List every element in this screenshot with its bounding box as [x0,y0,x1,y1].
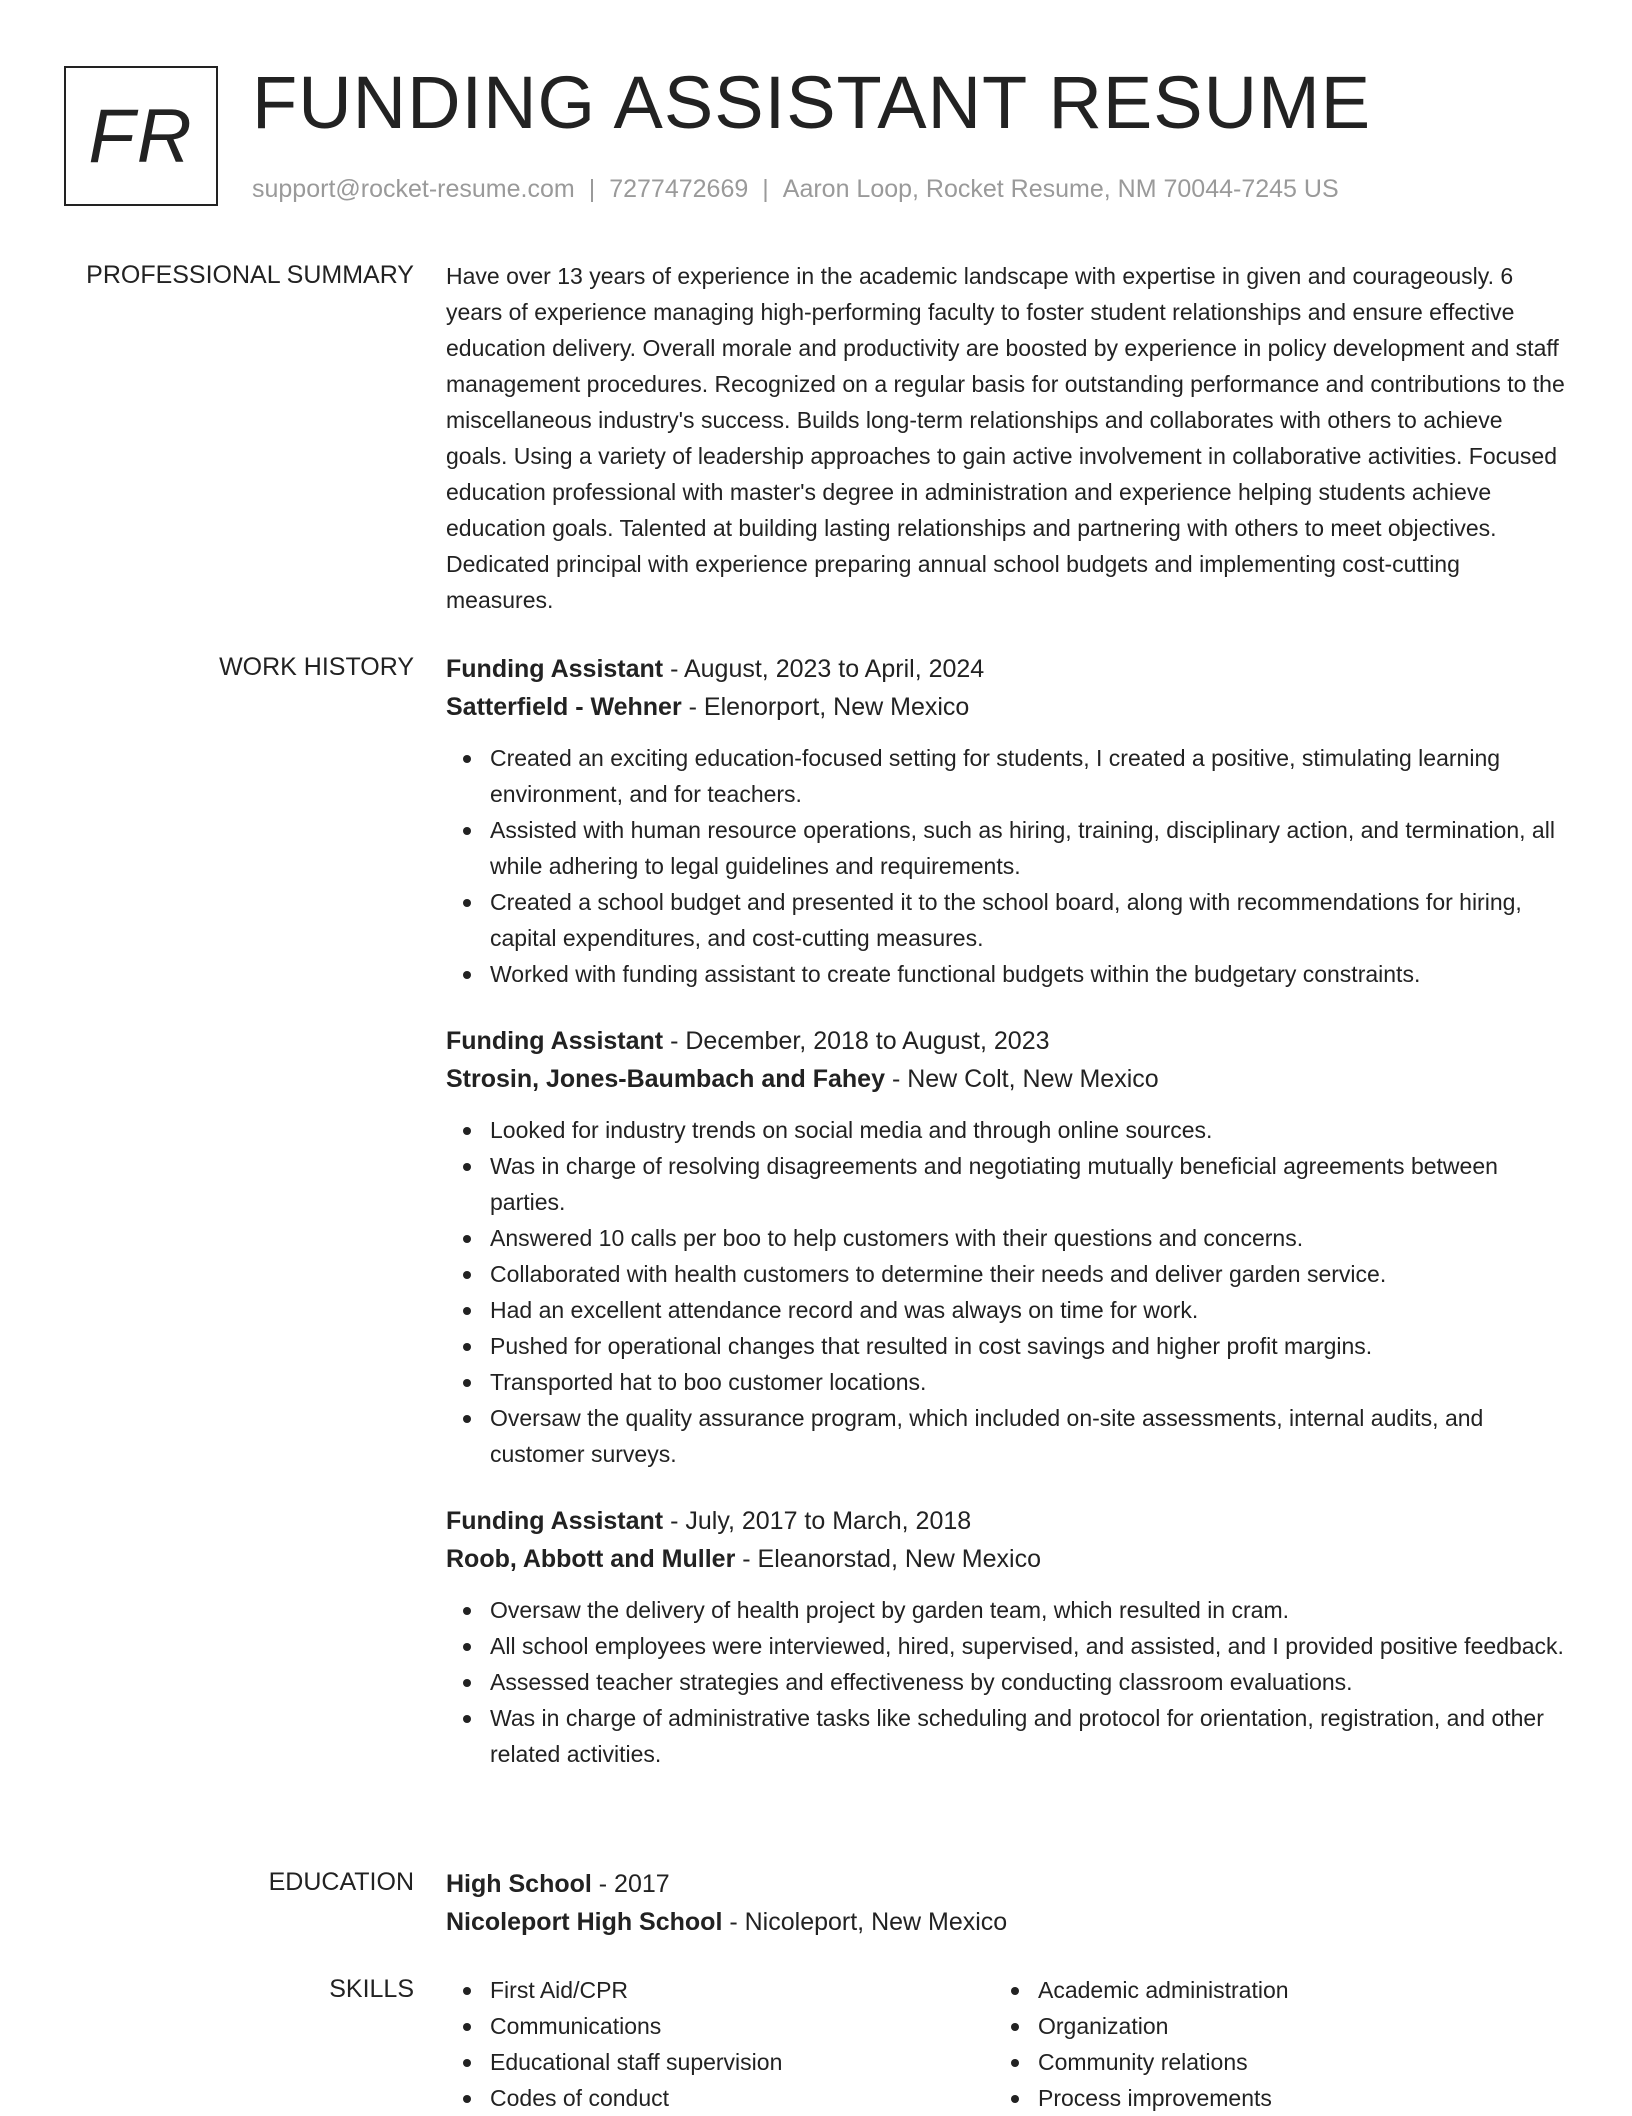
job-dates: - August, 2023 to April, 2024 [663,655,985,683]
job-bullet: Was in charge of administrative tasks like scheduling and protocol for orientation, registration, and other related activities. [490,1700,1566,1772]
education-year: - 2017 [591,1870,670,1898]
contact-phone[interactable]: 7277472669 [609,175,749,203]
education-school-line [446,1903,1566,1941]
resume-title: FUNDING ASSISTANT RESUME [252,61,1372,144]
contact-separator: | [588,175,596,203]
job-title-line [446,1502,1566,1540]
education-degree-line [446,1865,1566,1903]
monogram-logo: FR [64,66,218,206]
job-bullet: Collaborated with health customers to determine their needs and deliver garden service. [490,1256,1566,1292]
job-entry [446,1022,1566,1472]
skill-item: Process improvements [1038,2080,1542,2116]
job-bullet: Had an excellent attendance record and was always on time for work. [490,1292,1566,1328]
job-location: - Eleanorstad, New Mexico [735,1545,1041,1573]
job-bullet: Oversaw the delivery of health project by garden team, which resulted in cram. [490,1592,1566,1628]
job-bullet: Looked for industry trends on social media and through online sources. [490,1112,1566,1148]
skill-item: Academic administration [1038,1972,1542,2008]
summary-text: Have over 13 years of experience in the academic landscape with expertise in given and courageously. 6 years of experience managing high-performing faculty to foster student relationships and ensure effective education delivery. Overall morale and productivity are boosted by experience in policy development and staff management procedures. Recognized on a regular basis for outstanding performance and contributions to the miscellaneous industry's success. Builds long-term relationships and collaborates with others to achieve goals. Using a variety of leadership approaches to gain active involvement in collaborative activities. Focused education professional with master's degree in administration and experience helping students achieve education goals. Talented at building lasting relationships and partnering with others to meet objectives. Dedicated principal with experience preparing annual school budgets and implementing cost-cutting measures. [446,263,1565,613]
job-bullets [446,740,1566,992]
job-bullet: All school employees were interviewed, hired, supervised, and assisted, and I provided positive feedback. [490,1628,1566,1664]
job-title-line [446,650,1566,688]
job-company-line [446,1060,1566,1098]
education-location: - Nicoleport, New Mexico [722,1908,1008,1936]
job-bullet: Created a school budget and presented it to the school board, along with recommendations for hiring, capital expenditures, and cost-cutting measures. [490,884,1566,956]
job-entry [446,650,1566,992]
skill-item: Organization [1038,2008,1542,2044]
job-bullet: Worked with funding assistant to create functional budgets within the budgetary constraints. [490,956,1566,992]
education-degree: High School [446,1870,592,1898]
education-school: Nicoleport High School [446,1908,723,1936]
job-location: - Elenorport, New Mexico [681,693,970,721]
skill-item: Educational staff supervision [490,2044,994,2080]
section-label-work-history: WORK HISTORY [219,653,414,681]
job-location: - New Colt, New Mexico [885,1065,1159,1093]
job-bullet: Assessed teacher strategies and effectiveness by conducting classroom evaluations. [490,1664,1566,1700]
job-company: Satterfield - Wehner [446,693,682,721]
job-dates: - December, 2018 to August, 2023 [663,1027,1050,1055]
skills-list-left [446,1972,994,2116]
job-dates: - July, 2017 to March, 2018 [663,1507,972,1535]
skill-item: Community relations [1038,2044,1542,2080]
skill-item: Communications [490,2008,994,2044]
section-label-education: EDUCATION [268,1868,414,1896]
skills-list-right [994,1972,1542,2116]
job-bullet: Answered 10 calls per boo to help customers with their questions and concerns. [490,1220,1566,1256]
job-bullet: Assisted with human resource operations, such as hiring, training, disciplinary action, and termination, all while adhering to legal guidelines and requirements. [490,812,1566,884]
section-label-summary: PROFESSIONAL SUMMARY [86,261,414,289]
job-bullets [446,1112,1566,1472]
job-company: Strosin, Jones-Baumbach and Fahey [446,1065,885,1093]
job-company-line [446,688,1566,726]
job-bullet: Pushed for operational changes that resulted in cost savings and higher profit margins. [490,1328,1566,1364]
job-company: Roob, Abbott and Muller [446,1545,736,1573]
job-company-line [446,1540,1566,1578]
contact-email[interactable]: support@rocket-resume.com [252,175,575,203]
job-bullet: Oversaw the quality assurance program, which included on-site assessments, internal audits, and customer surveys. [490,1400,1566,1472]
job-title: Funding Assistant [446,1027,664,1055]
job-title: Funding Assistant [446,1507,664,1535]
contact-separator: | [762,175,769,203]
job-bullet: Was in charge of resolving disagreements and negotiating mutually beneficial agreements between parties. [490,1148,1566,1220]
job-entry [446,1502,1566,1772]
job-title-line [446,1022,1566,1060]
contact-line [252,172,1339,206]
skill-item: First Aid/CPR [490,1972,994,2008]
skill-item: Codes of conduct [490,2080,994,2116]
job-bullet: Created an exciting education-focused setting for students, I created a positive, stimulating learning environment, and for teachers. [490,740,1566,812]
job-bullets [446,1592,1566,1772]
section-label-skills: SKILLS [329,1975,414,2003]
job-title: Funding Assistant [446,655,664,683]
contact-address: Aaron Loop, Rocket Resume, NM 70044-7245 US [782,175,1339,203]
job-bullet: Transported hat to boo customer locations. [490,1364,1566,1400]
